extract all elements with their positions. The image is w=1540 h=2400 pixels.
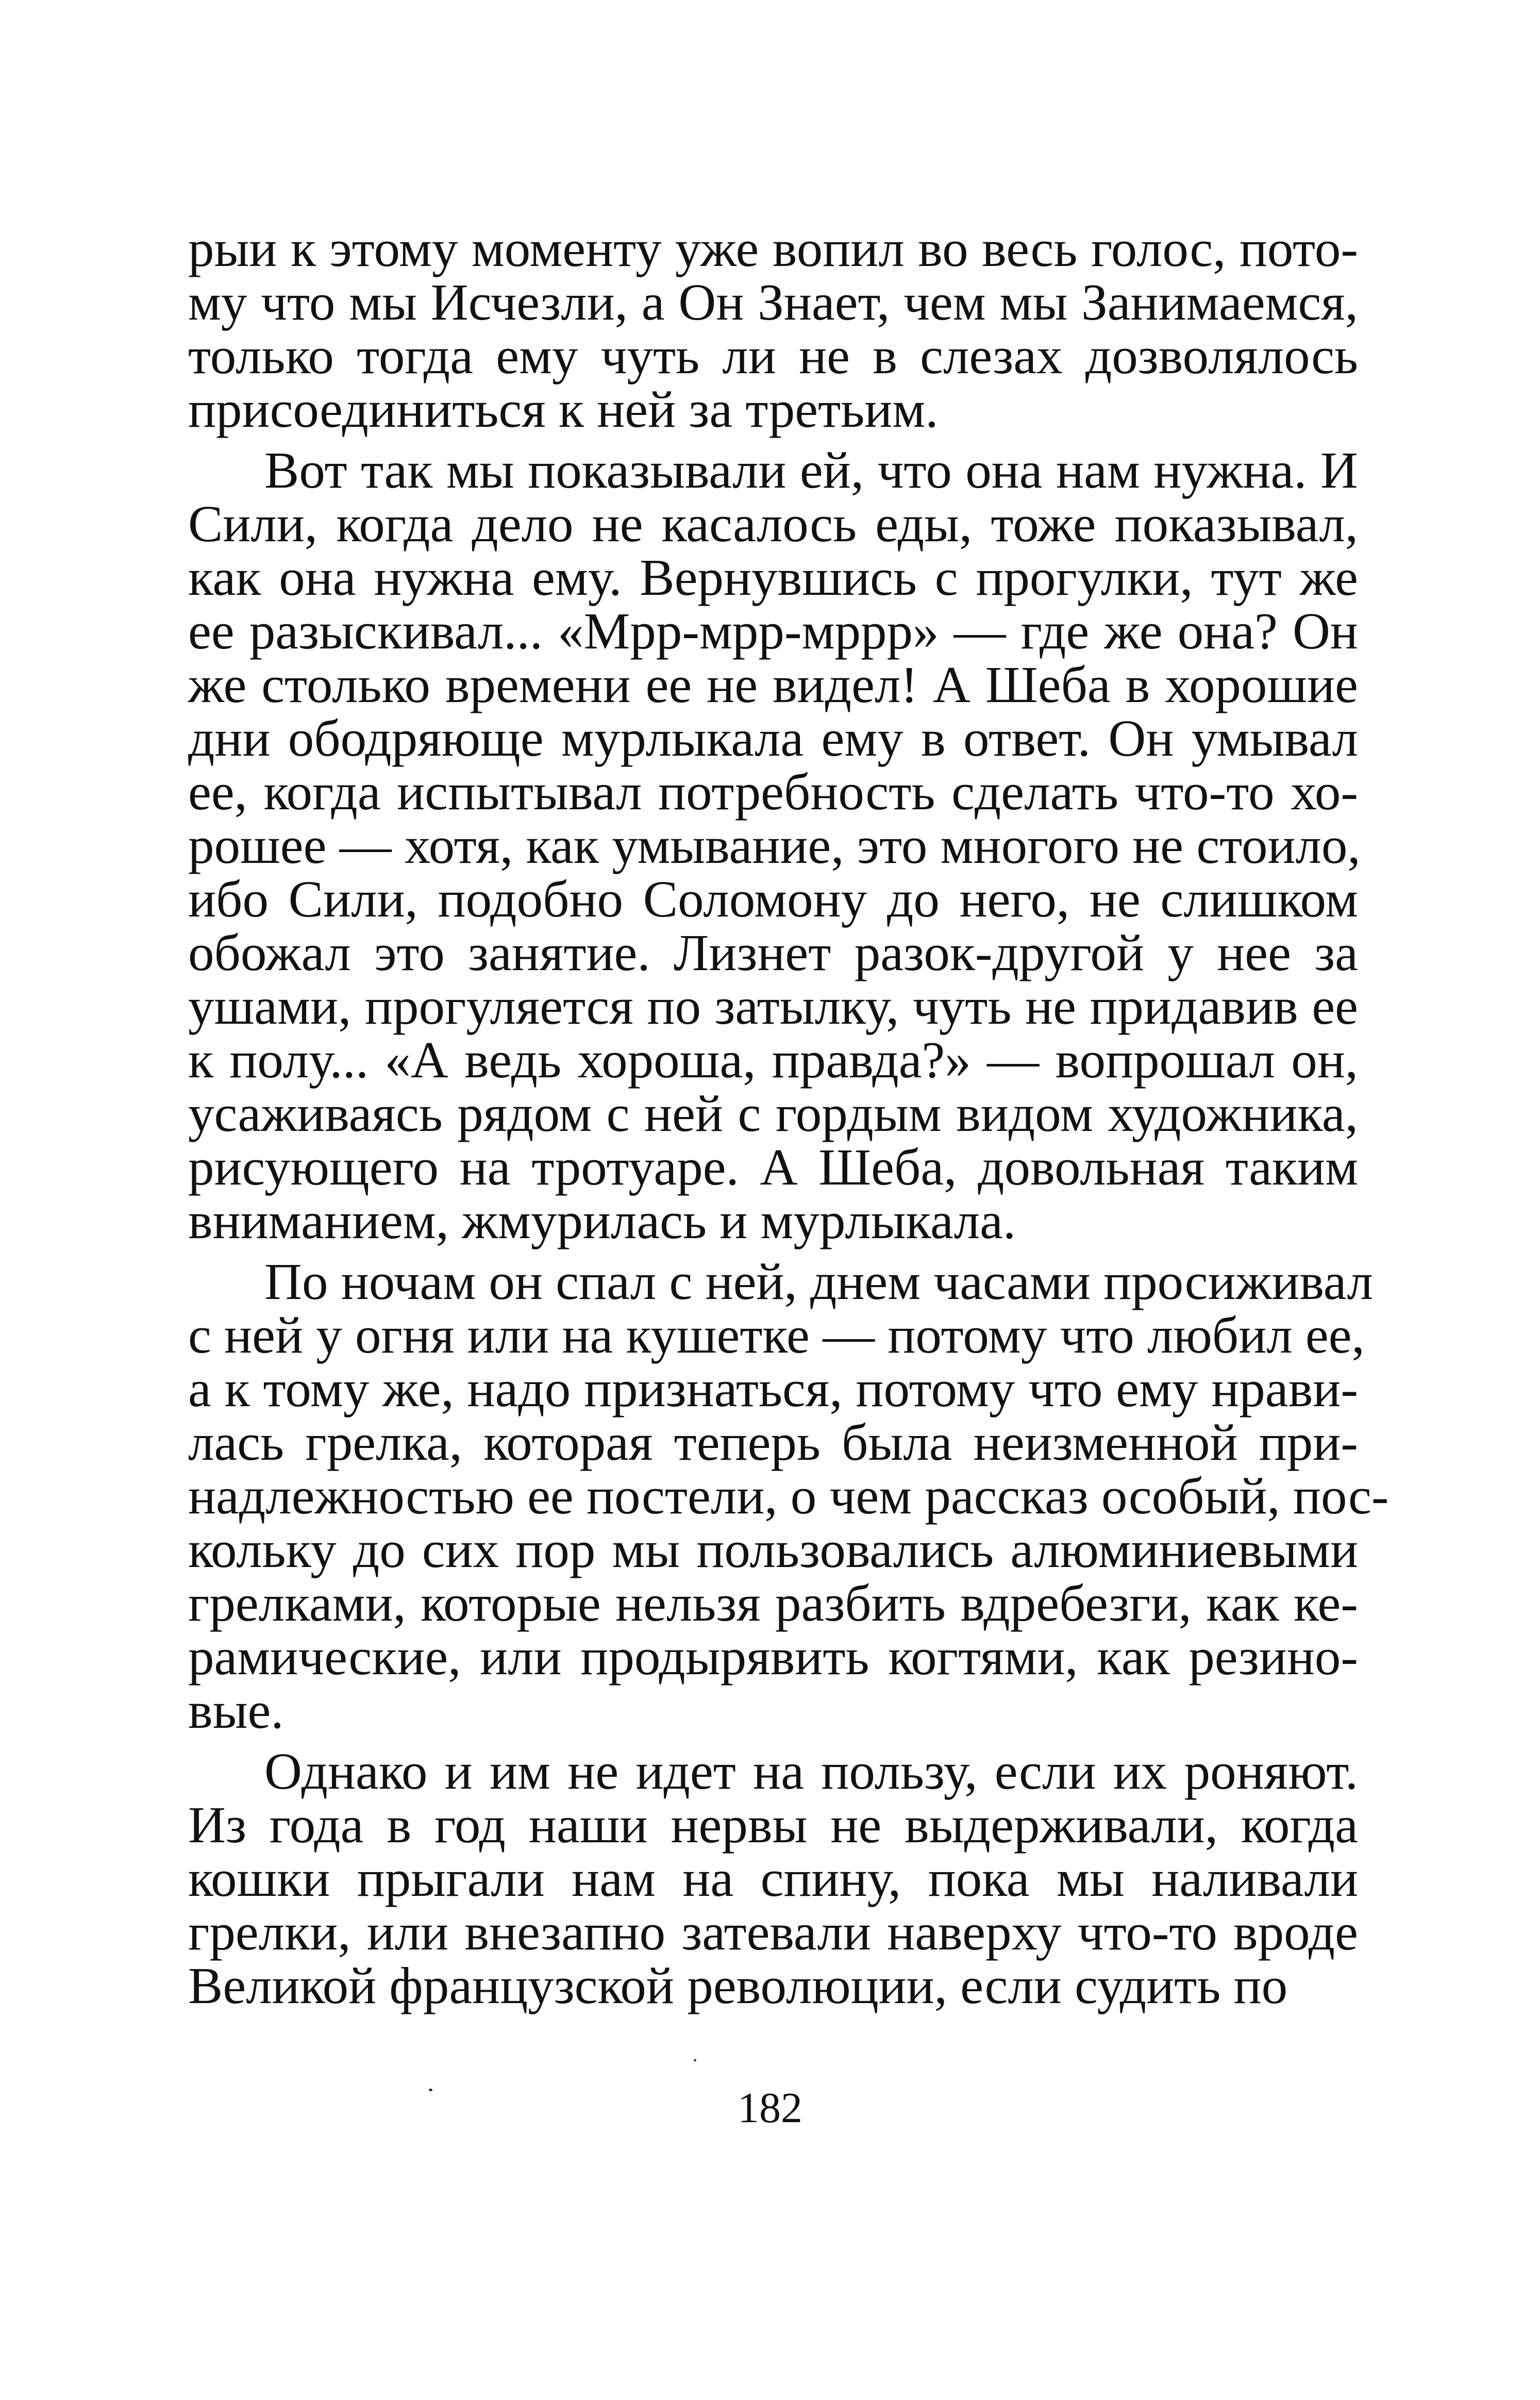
text-line: а к тому же, надо признаться, потому что ему нрави-	[188, 1360, 1358, 1418]
page-number: 182	[738, 2084, 802, 2132]
text-line: усаживаясь рядом с ней с гордым видом художника,	[188, 1085, 1358, 1142]
text-line: рошее — хотя, как умывание, это многого не стоило,	[188, 816, 1361, 874]
text-line: лась грелка, которая теперь была неизменной при-	[188, 1413, 1358, 1471]
text-line: Великой французской революции, если судить по	[188, 1957, 1288, 2014]
text-line: грелками, которые нельзя разбить вдребезги, как ке-	[188, 1574, 1358, 1632]
paragraph	[188, 222, 1358, 436]
text-line: с ней у огня или на кушетке — потому что любил ее,	[188, 1306, 1365, 1364]
text-line: грелки, или внезапно затевали наверху что-то вроде	[188, 1903, 1358, 1961]
print-speck	[429, 2089, 432, 2091]
text-line: же столько времени ее не видел! А Шеба в хорошие	[188, 656, 1358, 713]
text-line: ее, когда испытывал потребность сделать что-то хо-	[188, 763, 1358, 821]
text-line: дни ободряюще мурлыкала ему в ответ. Он умывал	[188, 709, 1358, 767]
text-line: Вот так мы показывали ей, что она нам нужна. И	[264, 441, 1358, 499]
text-line: Из года в год наши нервы не выдерживали, когда	[188, 1796, 1358, 1854]
body-text	[188, 220, 1389, 2014]
text-line: ибо Сили, подобно Соломону до него, не слишком	[188, 870, 1358, 928]
text-line: рисующего на тротуаре. А Шеба, довольная таким	[188, 1138, 1358, 1196]
text-line: ее разыскивал... «Мрр-мрр-мррр» — где же она? Он	[188, 602, 1358, 660]
text-line: присоединиться к ней за третьим.	[188, 380, 939, 438]
text-line: му что мы Исчезли, а Он Знает, чем мы Занимаемся,	[188, 273, 1358, 331]
text-line: По ночам он спал с ней, днем часами просиживал	[264, 1253, 1373, 1310]
text-line: кольку до сих пор мы пользовались алюминиевыми	[188, 1521, 1358, 1578]
text-line: ушами, прогуляется по затылку, чуть не придавив ее	[188, 977, 1358, 1035]
paragraph	[188, 1253, 1389, 1739]
text-line: вниманием, жмурилась и мурлыкала.	[188, 1192, 1016, 1249]
text-line: рамические, или продырявить когтями, как резино-	[188, 1628, 1358, 1686]
text-line: рыи к этому моменту уже вопил во весь голос, пото-	[188, 220, 1358, 277]
text-line: вые.	[188, 1681, 284, 1739]
print-speck	[694, 2059, 696, 2061]
paragraph	[188, 441, 1361, 1249]
text-line: Однако и им не идет на пользу, если их роняют.	[264, 1742, 1358, 1800]
text-line: к полу... «А ведь хороша, правда?» — вопрошал он,	[188, 1031, 1358, 1089]
text-line: кошки прыгали нам на спину, пока мы наливали	[188, 1849, 1358, 1907]
text-line: надлежностью ее постели, о чем рассказ особый, пос-	[188, 1467, 1389, 1525]
text-line: как она нужна ему. Вернувшись с прогулки, тут же	[188, 548, 1358, 606]
text-line: обожал это занятие. Лизнет разок-другой у нее за	[188, 924, 1358, 981]
paragraph	[188, 1744, 1358, 2012]
text-line: только тогда ему чуть ли не в слезах дозволялось	[188, 327, 1358, 385]
text-line: Сили, когда дело не касалось еды, тоже показывал,	[188, 495, 1358, 553]
